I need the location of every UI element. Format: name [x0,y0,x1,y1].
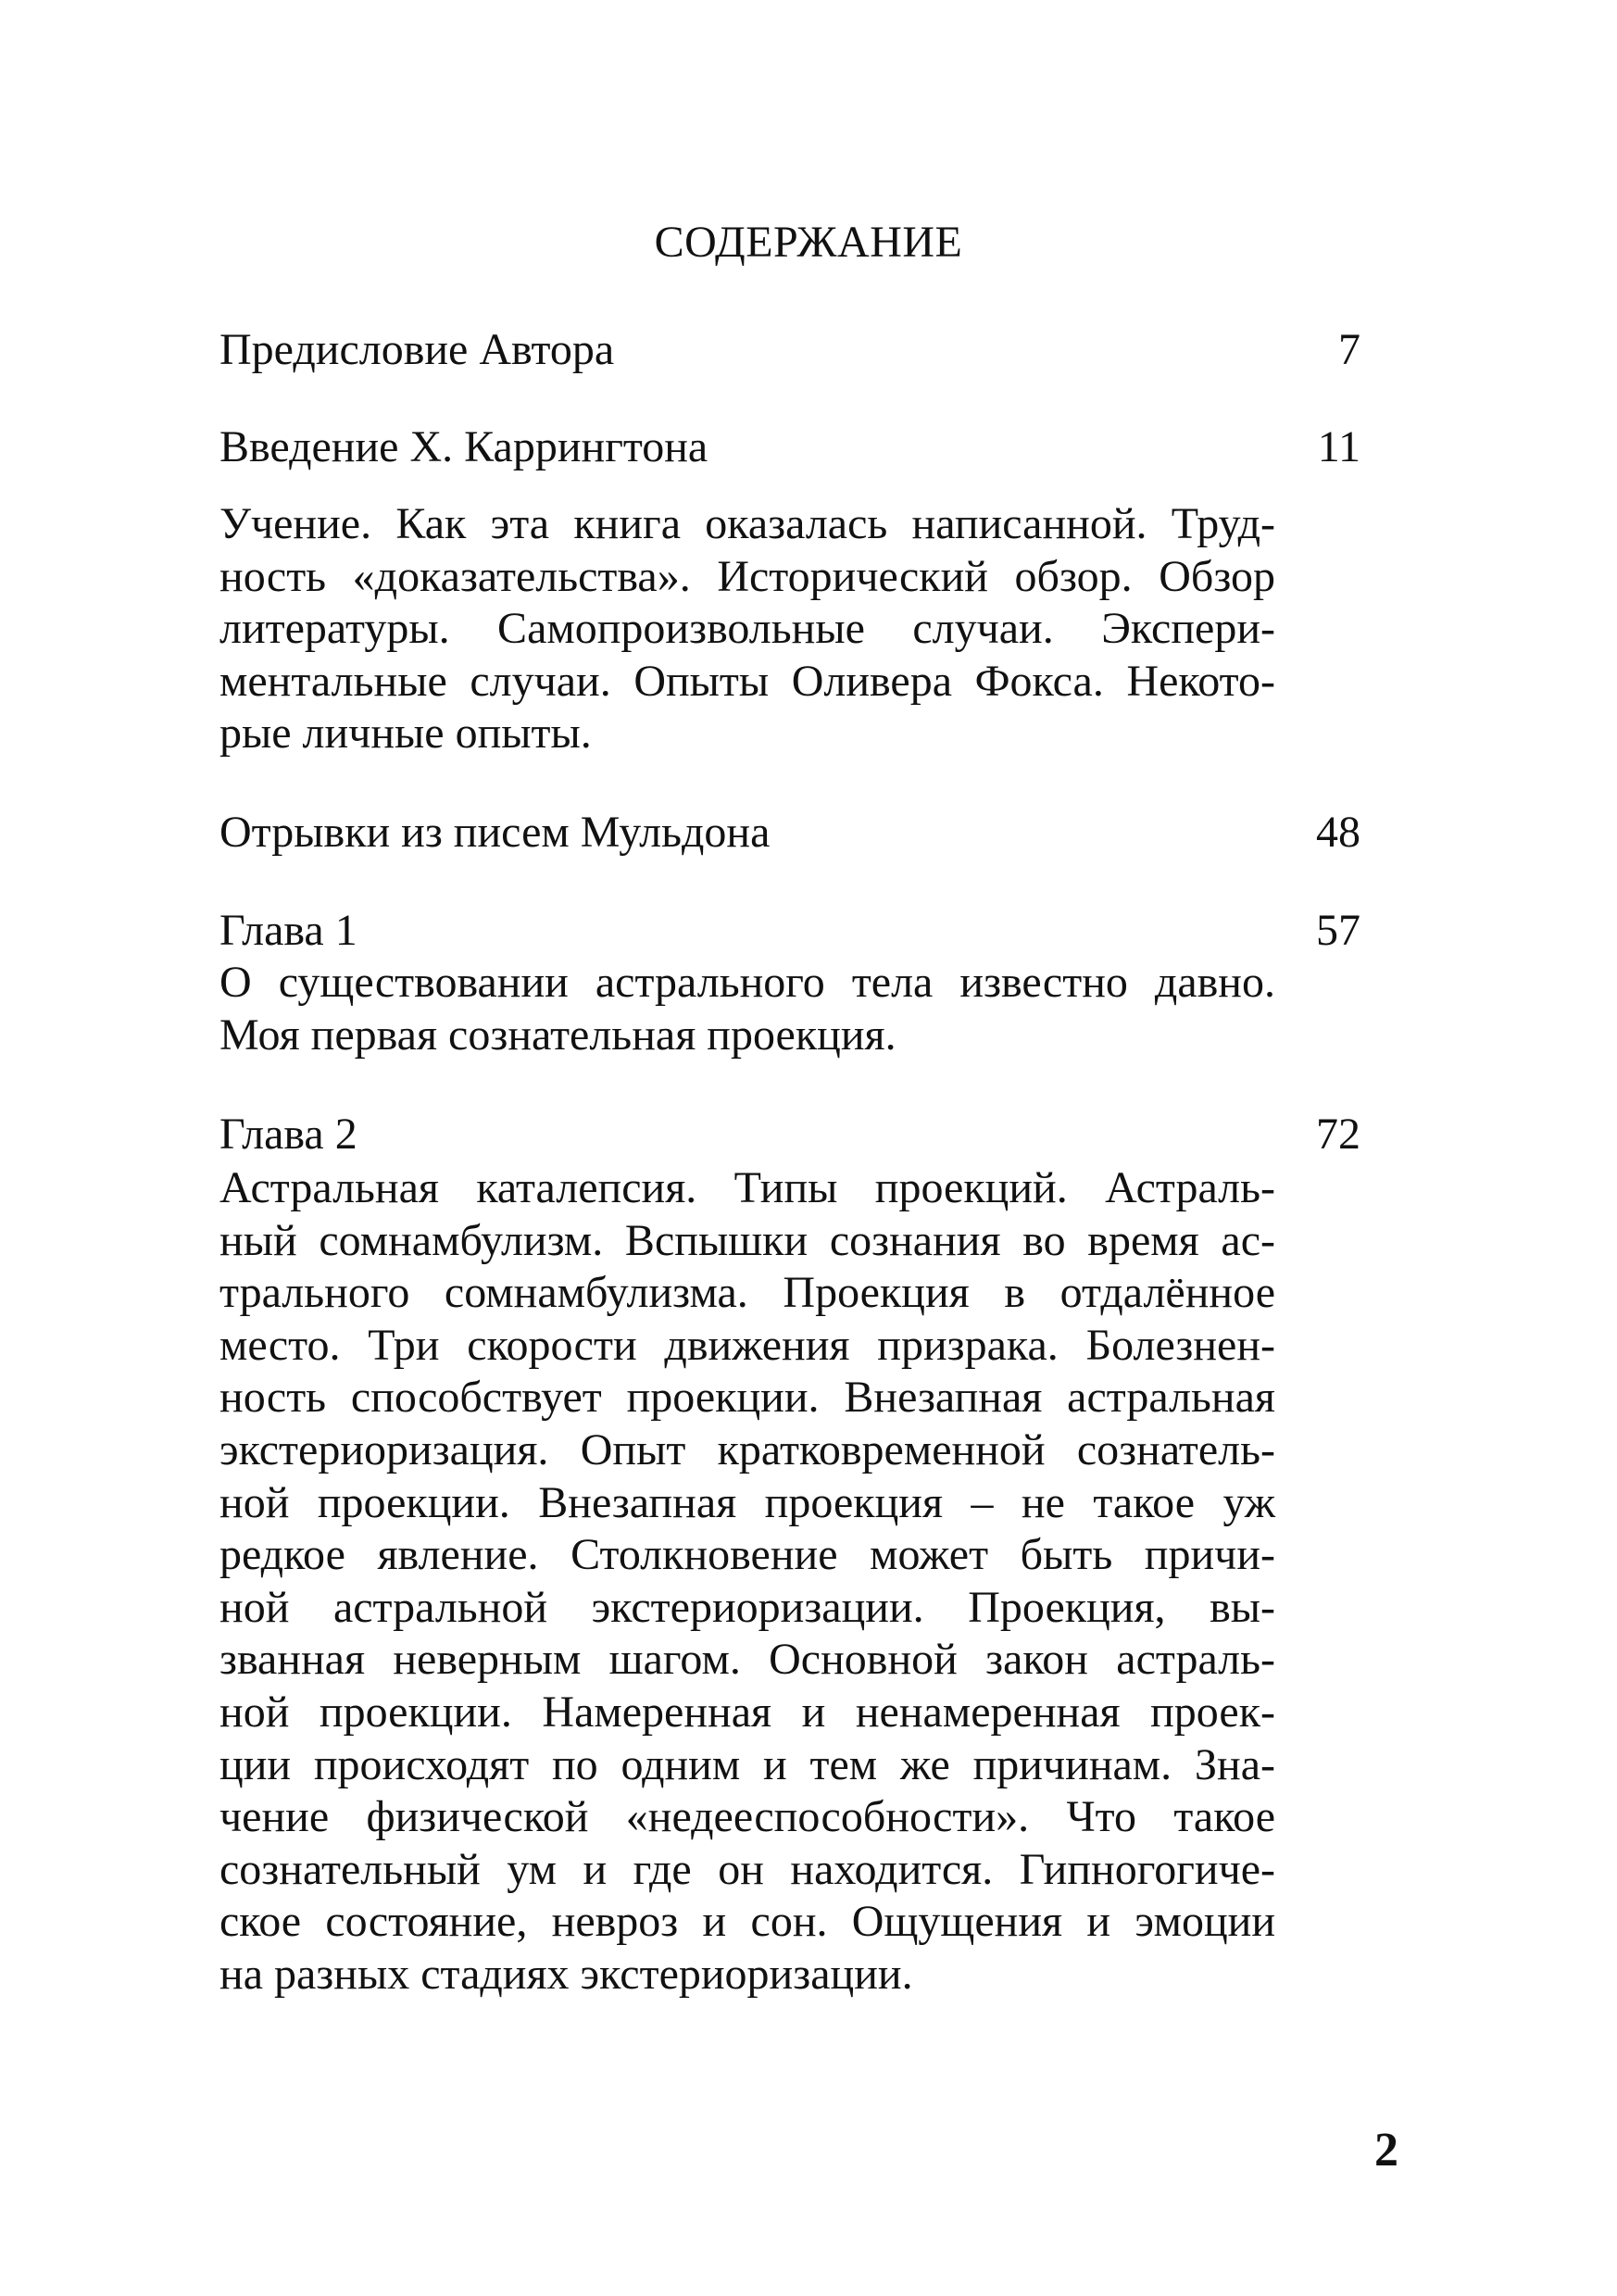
toc-entry-chapter-1-description [219,957,1275,1061]
page-title: СОДЕРЖАНИЕ [654,218,963,267]
description-line: ной проекции. Намеренная и ненамеренная проек- [219,1687,1275,1737]
toc-entry-page: 57 [1316,906,1360,955]
toc-entry-intro-description [219,498,1275,760]
description-line: ции происходят по одним и тем же причинам. Зна- [219,1739,1275,1789]
description-line: ной астральной экстериоризации. Проекция, вы- [219,1582,1275,1632]
description-line: ный сомнамбулизм. Вспышки сознания во время ас- [219,1215,1275,1265]
description-line: званная неверным шагом. Основной закон астраль- [219,1635,1275,1685]
description-line: ское состояние, невроз и сон. Ощущения и эмоции [219,1897,1275,1947]
description-line: экстериоризация. Опыт кратковременной сознатель- [219,1424,1275,1474]
description-line: чение физической «недееспособности». Что такое [219,1792,1275,1842]
toc-entry-label: Предисловие Автора [219,325,615,374]
toc-entry-page: 11 [1317,422,1360,471]
description-line: Моя первая сознательная проекция. [219,1010,896,1060]
toc-entry-label: Глава 2 [219,1110,357,1159]
description-line: рые личные опыты. [219,709,592,759]
toc-entry-page: 48 [1316,808,1360,857]
toc-entry-label: Отрывки из писем Мульдона [219,808,771,857]
page-number: 2 [1374,2124,1398,2177]
description-line: ментальные случаи. Опыты Оливера Фокса. Некото- [219,656,1275,706]
description-line: сознательный ум и где он находится. Гипногогиче- [219,1844,1275,1894]
description-line: ность способствует проекции. Внезапная астральная [219,1373,1275,1423]
description-line: ность «доказательства». Исторический обзор. Обзор [219,551,1275,601]
description-line: литературы. Самопроизвольные случаи. Экспери- [219,604,1275,654]
description-line: на разных стадиях экстериоризации. [219,1949,913,1999]
toc-entry-label: Глава 1 [219,906,357,955]
description-line: Астральная каталепсия. Типы проекций. Астраль- [219,1163,1275,1212]
toc-entry-chapter-2-description [219,1162,1275,2001]
toc-entry-page: 72 [1316,1110,1360,1159]
description-line: трального сомнамбулизма. Проекция в отдалённое [219,1268,1275,1318]
toc-entry-page: 7 [1338,325,1360,374]
description-line: О существовании астрального тела известно давно. [219,958,1275,1007]
description-line: ной проекции. Внезапная проекция – не такое уж [219,1477,1275,1527]
description-line: место. Три скорости движения призрака. Болезнен- [219,1320,1275,1370]
toc-entry-label: Введение Х. Каррингтона [219,422,708,471]
description-line: Учение. Как эта книга оказалась написанной. Труд- [219,499,1275,548]
description-line: редкое явление. Столкновение может быть причи- [219,1530,1275,1580]
